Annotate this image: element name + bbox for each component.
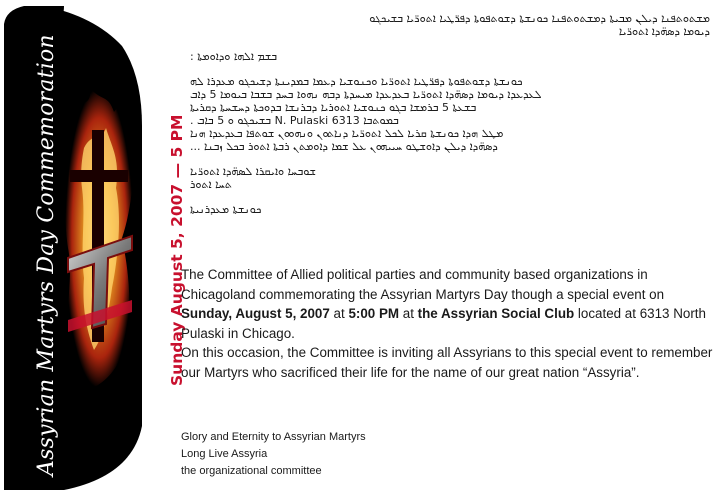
syriac-line: ܒܡܘܬܒܐ 6313 N. Pulaski ܒܫܝܟܓܘ ܘ 5 ܒܐܒ . [190,114,399,127]
syriac-line: ܒܫܥܬܐ 5 ܒܪܡܫܐ ܒܓܘ ܟܢܘܫܝܐ ܐܬܘܪܝܐ ܕܒܪܢܫܐ ܒܕܘܟܬܐ ܕܚܫܚܬܐ ܕܩܪܝܬܐ [190,101,477,114]
syriac-line: ܒܫܡ ܐܠܗܐ ܘܕܐܘܡܬܐ : [190,50,278,63]
announcement-at-2: at [399,306,418,321]
syriac-line: ܬܚܐ ܐܬܘܪ [190,178,232,191]
syriac-line: ܫܘܒܚܐ ܘܐܝܩܪܐ ܠܣܗ̈ܕܐ ܐܬܘܪ̈ܝܐ [190,165,316,178]
english-announcement [181,265,716,382]
event-venue: the Assyrian Social Club [417,306,575,321]
memorial-artwork [62,88,138,391]
event-address: located at 6313 North Pulaski in Chicago. [181,306,706,341]
event-date-vertical: Sunday August 5, 2007 — 5 PM [168,114,186,386]
syriac-line: ܡܫܬܘܬܦܢܐ ܕܝܠܢ ܡܒܝܬܐ ܕܡܫܬܘܬܦܢܐ ܟܘܢܫܬܐ ܕܫܘܬܦܘܬܐ ܕܦܪ̈ܛܝܐ ܐܬܘܪ̈ܝܐ ܒܫܝܟܓܘ [369,12,710,25]
event-time: 5:00 PM [348,306,400,321]
closing-signature: the organizational committee [181,465,322,477]
event-date: Sunday, August 5, 2007 [181,306,330,321]
banner-title: Assyrian Martyrs Day Commemoration [34,34,59,476]
syriac-spacer [190,38,710,50]
syriac-line: ܟܘܢܫܬܐ ܡܥܕܪܢܝܬܐ [190,203,262,216]
syriac-line: ܕܝܘܡܐ ܕܣܗ̈ܕܐ ܐܬܘܪ̈ܝܐ [618,25,710,38]
syriac-spacer [190,63,710,75]
invitation-paragraph: On this occasion, the Committee is inviting all Assyrians to this special event to remember our Martyrs who sacrificed their life for the name of our great nation “Assyria”. [181,345,713,380]
syriac-line: ܕܣܗ̈ܕܐ ܕܝܠܢ ܕܐܘܫܛܘ ܚܝܝܗܘܢ ܥܠ ܫܡܐ ܕܐܘܡܬܢ ܪܒܬܐ ܐܬܘܪ ܒܟܠ ܙܒܢܐ ... [190,140,498,153]
closing-long-live: Long Live Assyria [181,448,268,460]
closing-lines [181,429,366,480]
announcement-at: at [329,306,349,321]
syriac-spacer [190,153,710,165]
closing-glory: Glory and Eternity to Assyrian Martyrs [181,431,366,443]
syriac-spacer [190,191,710,203]
syriac-line: ܡܛܠ ܗܕܐ ܟܘܢܫܬܐ ܩܪܝܐ ܠܟܠ ܐܬܘܪ̈ܝܐ ܕܢܐܬܘܢ ܘܢܗܘܘܢ ܫܘܬܦܐ ܒܥܕܥܕܐ ܗܢܐ [190,127,504,140]
syriac-text-block [190,12,710,216]
announcement-intro: The Committee of Allied political parties and community based organizations in Chicagoland commemorating the Assyrian Martyrs Day though a special event on [181,267,665,302]
flame-cross-icon [62,88,138,391]
syriac-line: ܟܘܢܫܬܐ ܕܫܘܬܦܘܬܐ ܕܦܪ̈ܛܝܐ ܐܬܘܪ̈ܝܐ ܘܟܢܘܫܝܐ ܕܥܡܐ ܒܡܕܝܢܬܐ ܕܫܝܟܓܘ ܡܥܕܪܐ ܠܗ [190,75,523,88]
syriac-line: ܠܥܕܥܕܐ ܕܝܘܡܐ ܕܣܗ̈ܕܐ ܐܬܘܪ̈ܝܐ ܒܥܕܥܕܐ ܡܝܚܕܬܐ ܕܒܗ ܢܗܘܐ ܒܚܕ ܒܫܒܐ ܒܝܘܡܐ 5 ܕܐܒ [190,88,542,101]
